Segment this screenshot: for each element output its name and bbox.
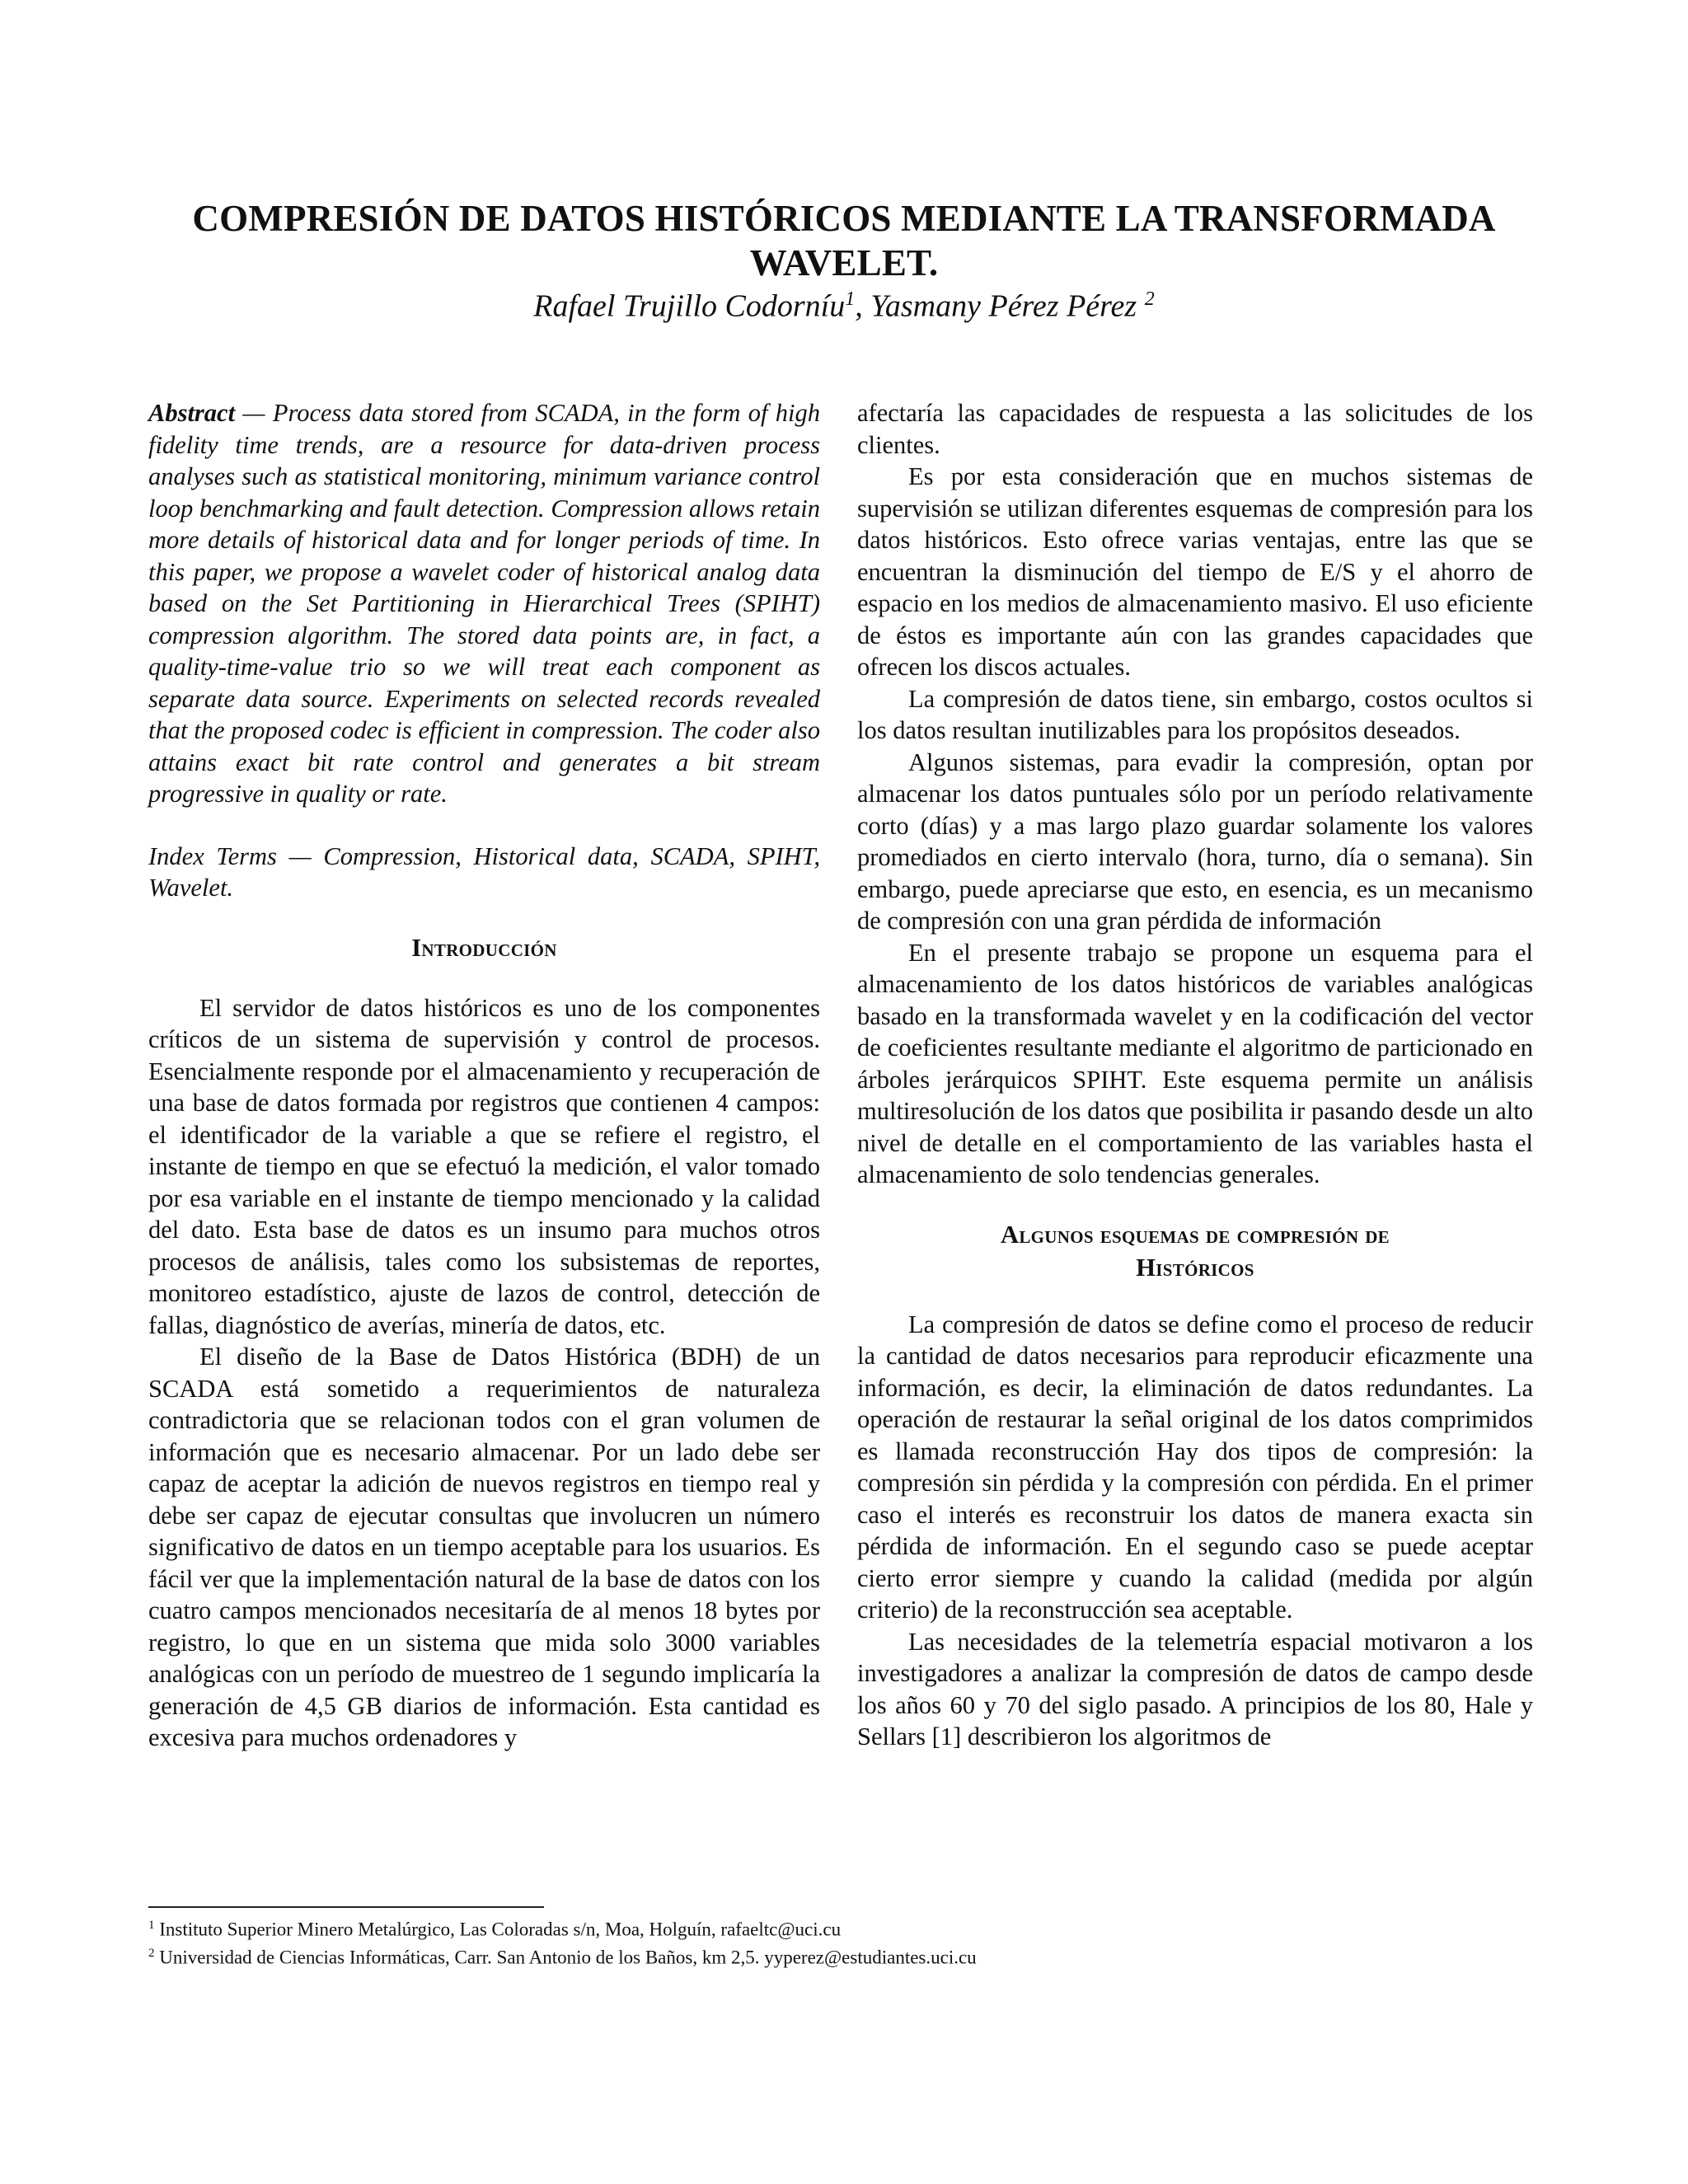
index-terms-dash: — [276,841,324,870]
paragraph: Las necesidades de la telemetría espacial motivaron a los investigadores a analizar la compresión de datos de campo desde los años 60 y 70 del siglo pasado. A principios de los 80, Hale y Sellars [1] describieron los algoritmos de [857,1627,1533,1750]
affiliation-mark: 1 [845,288,856,310]
paper-title: COMPRESIÓN DE DATOS HISTÓRICOS MEDIANTE LA TRANSFORMADA WAVELET. [192,198,1496,284]
index-terms-text: Compression, Historical data, SCADA, SPIHT, Wavelet. [148,841,821,902]
author-name: Rafael Trujillo Codorníu [533,288,846,324]
footnote-text: Instituto Superior Minero Metalúrgico, Las Coloradas s/n, Moa, Holguín, rafaeltc@uci.cu [154,1919,842,1940]
footnote [148,1942,1550,1970]
paragraph: En el presente trabajo se propone un esquema para el almacenamiento de los datos históricos de variables analógicas basado en la transformada wavelet y en la codificación del vector de coeficientes resultante mediante el algoritmo de particionado en árboles jerárquicos SPIHT. Este esquema permite un análisis multiresolución de los datos que posibilita ir pasando desde un alto nivel de detalle en el comportamiento de las variables hasta el almacenamiento de solo tendencias generales. [857,938,1533,1188]
paragraph: El servidor de datos históricos es uno de los componentes críticos de un sistema de supervisión y control de procesos. Esencialmente responde por el almacenamiento y recuperación de una base de datos formada por registros que contienen 4 campos: el identificador de la variable a que se refiere el registro, el instante de tiempo en que se efectuó la medición, el valor tomado por esa variable en el instante de tiempo mencionado y la calidad del dato. Esta base de datos es un insumo para muchos otros procesos de análisis, tales como los subsistemas de reportes, monitoreo estadístico, ajuste de lazos de control, detección de fallas, diagnóstico de averías, minería de datos, etc. [148,993,820,1339]
author-line [124,280,1564,326]
left-column [148,397,820,1754]
paragraph: Es por esta consideración que en muchos sistemas de supervisión se utilizan diferentes esquemas de compresión para los datos históricos. Esto ofrece varias ventajas, entre las que se encuentran la disminución del tiempo de E/S y el ahorro de espacio en los medios de almacenamiento masivo. El uso eficiente de éstos es importante aún con las grandes capacidades que ofrecen los discos actuales. [857,462,1533,681]
author-name: Yasmany Pérez Pérez [870,288,1145,324]
index-terms-label: Index Terms [148,841,277,870]
index-terms [148,841,820,904]
abstract [148,397,820,810]
paragraph: La compresión de datos tiene, sin embargo, costos ocultos si los datos resultan inutilizables para los propósitos deseados. [857,684,1533,744]
heading-line: Históricos [1136,1253,1254,1282]
abstract-label: Abstract [148,399,236,427]
footnote-separator [148,1906,544,1908]
footnote-mark: 1 [148,1919,155,1932]
abstract-text: Process data stored from SCADA, in the form of high fidelity time trends, are a resource for data-driven process analyses such as statistical monitoring, minimum variance control loop benchmarking and fault detection. Compression allows retain more details of historical data and for longer periods of time. In this paper, we propose a wavelet coder of historical analog data based on the Set Partitioning in Hierarchical Trees (SPIHT) compression algorithm. The stored data points are, in fact, a quality-time-value trio so we will treat each component as separate data source. Experiments on selected records revealed that the proposed codec is efficient in compression. The coder also attains exact bit rate control and generates a bit stream progressive in quality or rate. [148,399,821,808]
heading-line: Algunos esquemas de compresión de [1001,1220,1390,1249]
section-heading-compression-schemes [857,1218,1533,1284]
paragraph-continuation: afectaría las capacidades de respuesta a las solicitudes de los clientes. [857,399,1533,459]
footnote-mark: 2 [148,1946,155,1960]
footnotes [148,1914,1550,1969]
author-separator: , [855,288,871,324]
footnote [148,1914,1550,1942]
abstract-dash: — [235,399,273,427]
paragraph: Algunos sistemas, para evadir la compresión, optan por almacenar los datos puntuales sólo por un período relativamente corto (días) y a mas largo plazo guardar solamente los valores promediados en cierto intervalo (hora, turno, día o semana). Sin embargo, puede apreciarse que esto, en esencia, es un mecanismo de compresión con una gran pérdida de información [857,748,1533,935]
footnote-text: Universidad de Ciencias Informáticas, Carr. San Antonio de los Baños, km 2,5. yyperez@estudiantes.uci.cu [154,1947,977,1968]
section-heading-introduction: Introducción [411,933,557,962]
affiliation-mark: 2 [1144,288,1155,310]
paragraph: El diseño de la Base de Datos Histórica (BDH) de un SCADA está sometido a requerimientos de naturaleza contradictoria que se relacionan todos con el gran volumen de información que es necesario almacenar. Por un lado debe ser capaz de aceptar la adición de nuevos registros en tiempo real y debe ser capaz de ejecutar consultas que involucren un número significativo de datos en un tiempo aceptable para los usuarios. Es fácil ver que la implementación natural de la base de datos con los cuatro campos mencionados necesitaría de al menos 18 bytes por registro, lo que en un sistema que mida solo 3000 variables analógicas con un período de muestreo de 1 segundo implicaría la generación de 4,5 GB diarios de información. Esta cantidad es excesiva para muchos ordenadores y [148,1343,820,1751]
right-column [857,397,1533,1753]
paragraph: La compresión de datos se define como el proceso de reducir la cantidad de datos necesarios para reproducir eficazmente una información, es decir, la eliminación de datos redundantes. La operación de restaurar la señal original de los datos comprimidos es llamada reconstrucción Hay dos tipos de compresión: la compresión sin pérdida y la compresión con pérdida. En el primer caso el interés es reconstruir los datos de manera exacta sin pérdida de información. En el segundo caso se puede aceptar cierto error siempre y cuando la calidad (medida por algún criterio) de la reconstrucción sea aceptable. [857,1310,1533,1624]
